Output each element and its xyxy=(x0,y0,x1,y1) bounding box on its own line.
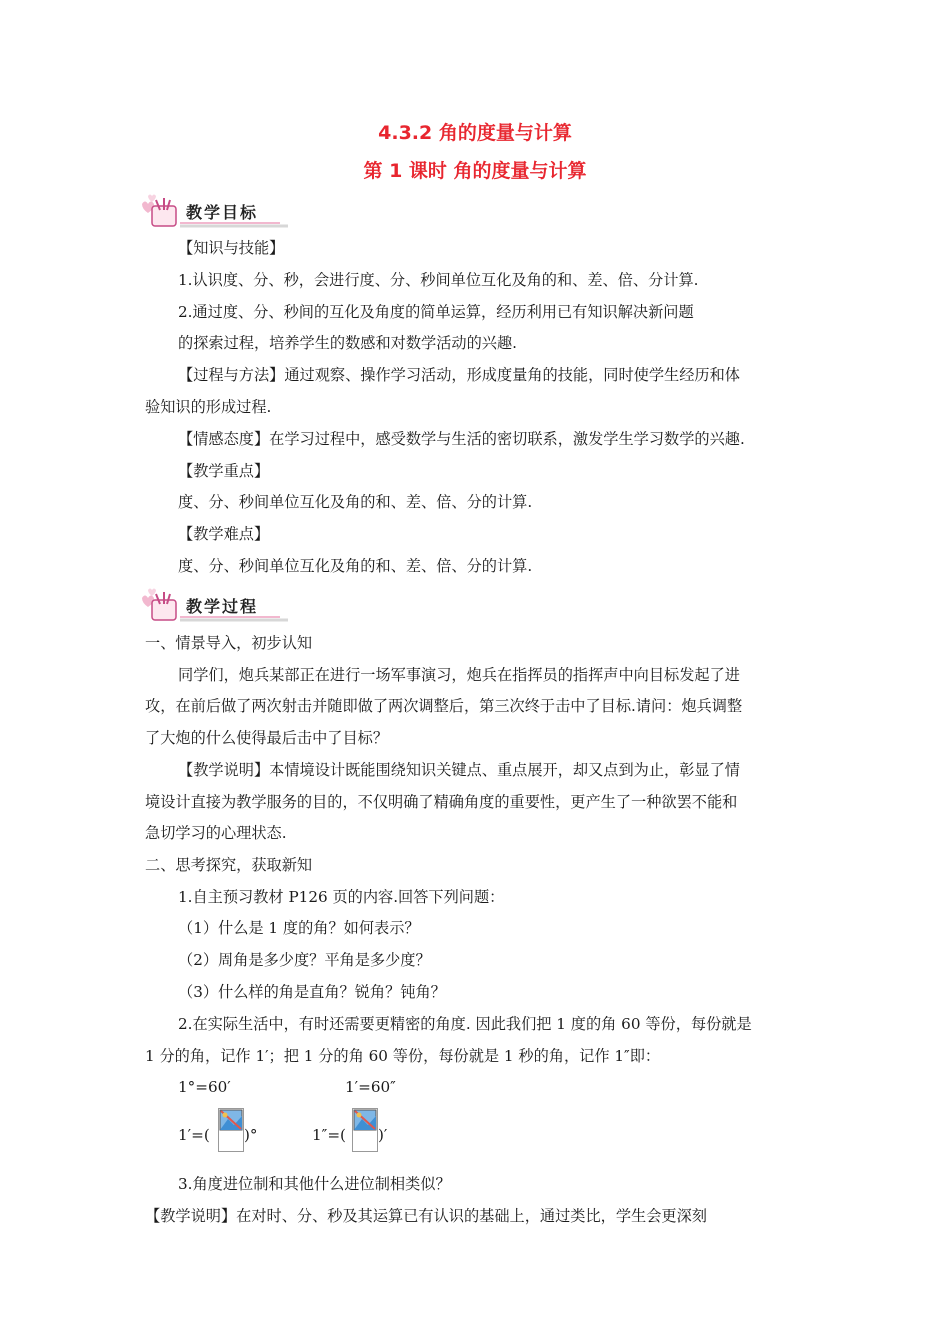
broken-image-icon xyxy=(219,1109,243,1131)
scenario-line-2: 攻，在前后做了两次射击并随即做了两次调整后，第三次终于击中了目标.请问：炮兵调整 xyxy=(145,697,743,715)
process-method-b: 验知识的形成过程. xyxy=(145,398,272,416)
emotion-attitude: 【情感态度】在学习过程中，感受数学与生活的密切联系，激发学生学习数学的兴趣. xyxy=(178,430,745,448)
step-2-heading: 二、思考探究，获取新知 xyxy=(145,856,313,874)
difficulty-text: 度、分、秒间单位互化及角的和、差、倍、分的计算. xyxy=(178,557,533,575)
equation-degree: 1°=60′ xyxy=(178,1078,231,1096)
scenario-line-3: 了大炮的什么使得最后击中了目标？ xyxy=(145,729,388,747)
document-title: 4.3.2 角的度量与计算 xyxy=(378,122,572,144)
question-2a: 2.在实际生活中，有时还需要更精密的角度. 因此我们把 1 度的角 60 等份，每份就是 xyxy=(178,1015,752,1033)
knowledge-item-2b: 的探索过程，培养学生的数感和对数学活动的兴趣. xyxy=(178,334,517,352)
knowledge-item-1: 1.认识度、分、秒，会进行度、分、秒间单位互化及角的和、差、倍、分计算. xyxy=(178,271,699,289)
lesson-subtitle: 第 1 课时 角的度量与计算 xyxy=(363,160,587,182)
question-1a: （1）什么是 1 度的角？如何表示？ xyxy=(178,919,420,937)
scenario-line-1: 同学们，炮兵某部正在进行一场军事演习，炮兵在指挥员的指挥声中向目标发起了进 xyxy=(178,666,740,684)
section-banner-goals xyxy=(140,190,290,232)
teaching-note-2: 【教学说明】在对时、分、秒及其运算已有认识的基础上，通过类比，学生会更深刻 xyxy=(145,1207,707,1225)
section-title-process: 教学过程 xyxy=(186,597,259,616)
section-title-goals: 教学目标 xyxy=(186,203,259,222)
equation-blank-1-right: )° xyxy=(244,1126,258,1144)
question-1b: （2）周角是多少度？平角是多少度？ xyxy=(178,951,431,969)
question-1: 1.自主预习教材 P126 页的内容.回答下列问题： xyxy=(178,888,505,906)
key-point-heading: 【教学重点】 xyxy=(178,462,270,480)
broken-image-icon xyxy=(353,1109,377,1131)
answer-blank-2 xyxy=(352,1108,378,1152)
question-1c: （3）什么样的角是直角？锐角？钝角？ xyxy=(178,983,446,1001)
answer-blank-1 xyxy=(218,1108,244,1152)
equation-blank-2-right: )′ xyxy=(378,1126,388,1144)
teaching-note-1b: 境设计直接为教学服务的目的，不仅明确了精确角度的重要性，更产生了一种欲罢不能和 xyxy=(145,793,738,811)
knowledge-item-2a: 2.通过度、分、秒间的互化及角度的简单运算，经历利用已有知识解决新问题 xyxy=(178,303,694,321)
teaching-note-1a: 【教学说明】本情境设计既能围绕知识关键点、重点展开，却又点到为止，彰显了情 xyxy=(178,761,740,779)
question-3: 3.角度进位制和其他什么进位制相类似？ xyxy=(178,1175,451,1193)
section-banner-process xyxy=(140,584,290,626)
teaching-note-1c: 急切学习的心理状态. xyxy=(145,824,287,842)
equation-blank-2-left: 1″=( xyxy=(312,1126,346,1144)
difficulty-heading: 【教学难点】 xyxy=(178,525,270,543)
knowledge-heading: 【知识与技能】 xyxy=(178,239,285,257)
key-point-text: 度、分、秒间单位互化及角的和、差、倍、分的计算. xyxy=(178,493,533,511)
step-1-heading: 一、情景导入，初步认知 xyxy=(145,634,313,652)
question-2b: 1 分的角，记作 1′；把 1 分的角 60 等份，每份就是 1 秒的角，记作 1″即： xyxy=(145,1047,661,1065)
equation-minute: 1′=60″ xyxy=(345,1078,396,1096)
process-method-a: 【过程与方法】通过观察、操作学习活动，形成度量角的技能，同时使学生经历和体 xyxy=(178,366,740,384)
equation-blank-1-left: 1′=( xyxy=(178,1126,210,1144)
